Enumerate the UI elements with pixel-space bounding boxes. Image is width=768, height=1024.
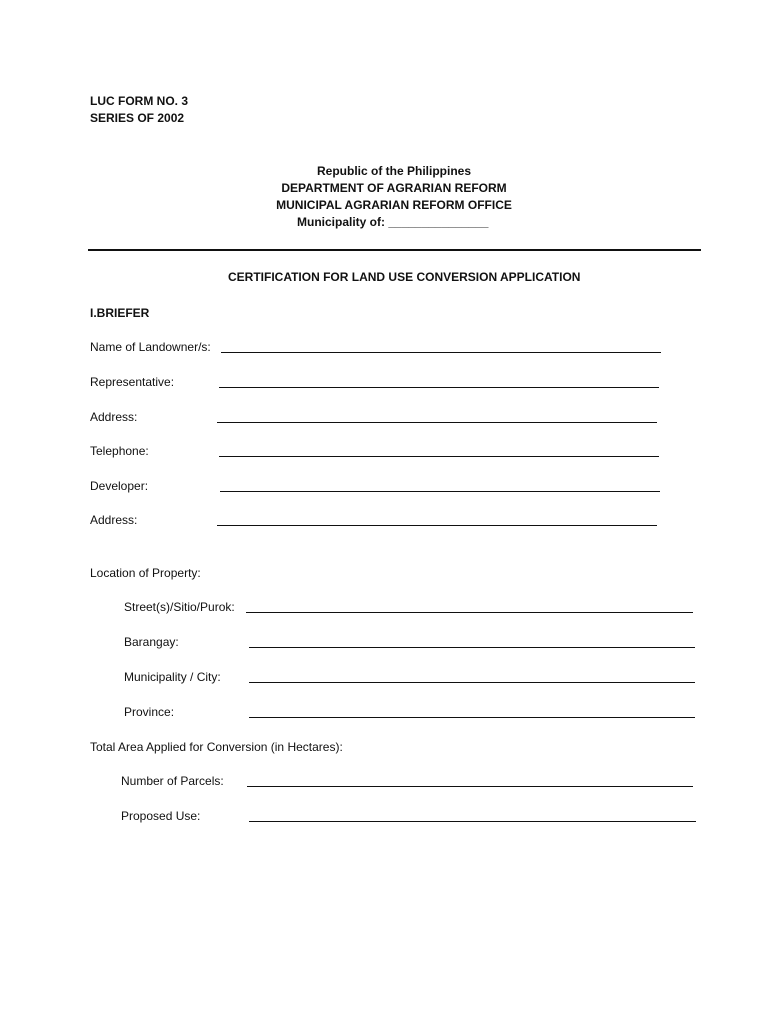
municipality-label: Municipality of: (297, 215, 385, 229)
landowner-field[interactable] (221, 352, 661, 353)
street-label: Street(s)/Sitio/Purok: (124, 600, 235, 614)
developer-address-field[interactable] (217, 525, 657, 526)
header-divider (88, 249, 701, 251)
municipality-heading (297, 215, 488, 229)
province-field[interactable] (249, 717, 695, 718)
location-label: Location of Property: (90, 566, 201, 580)
barangay-field[interactable] (249, 647, 695, 648)
page-title: CERTIFICATION FOR LAND USE CONVERSION APPLICATION (228, 270, 581, 284)
address-label: Address: (90, 410, 138, 424)
office-heading: MUNICIPAL AGRARIAN REFORM OFFICE (276, 198, 512, 212)
parcels-field[interactable] (247, 786, 693, 787)
form-number: LUC FORM NO. 3 (90, 94, 188, 108)
form-series: SERIES OF 2002 (90, 111, 185, 125)
address-field[interactable] (217, 422, 657, 423)
telephone-label: Telephone: (90, 444, 149, 458)
developer-address-label: Address: (90, 513, 138, 527)
section-heading: I.BRIEFER (90, 306, 150, 320)
republic-heading: Republic of the Philippines (316, 164, 471, 178)
total-area-label: Total Area Applied for Conversion (in Hectares): (90, 740, 343, 754)
municipality-city-field[interactable] (249, 682, 695, 683)
parcels-label: Number of Parcels: (121, 774, 224, 788)
street-field[interactable] (246, 612, 693, 613)
landowner-label: Name of Landowner/s: (90, 340, 211, 354)
telephone-field[interactable] (219, 456, 659, 457)
province-label: Province: (124, 705, 175, 719)
developer-label: Developer: (90, 479, 149, 493)
department-heading: DEPARTMENT OF AGRARIAN REFORM (281, 181, 507, 195)
developer-field[interactable] (220, 491, 660, 492)
proposed-use-label: Proposed Use: (121, 809, 201, 823)
proposed-use-field[interactable] (249, 821, 696, 822)
municipality-blank[interactable]: _______________ (388, 215, 489, 229)
barangay-label: Barangay: (124, 635, 179, 649)
representative-field[interactable] (219, 387, 659, 388)
municipality-city-label: Municipality / City: (124, 670, 221, 684)
representative-label: Representative: (90, 375, 175, 389)
